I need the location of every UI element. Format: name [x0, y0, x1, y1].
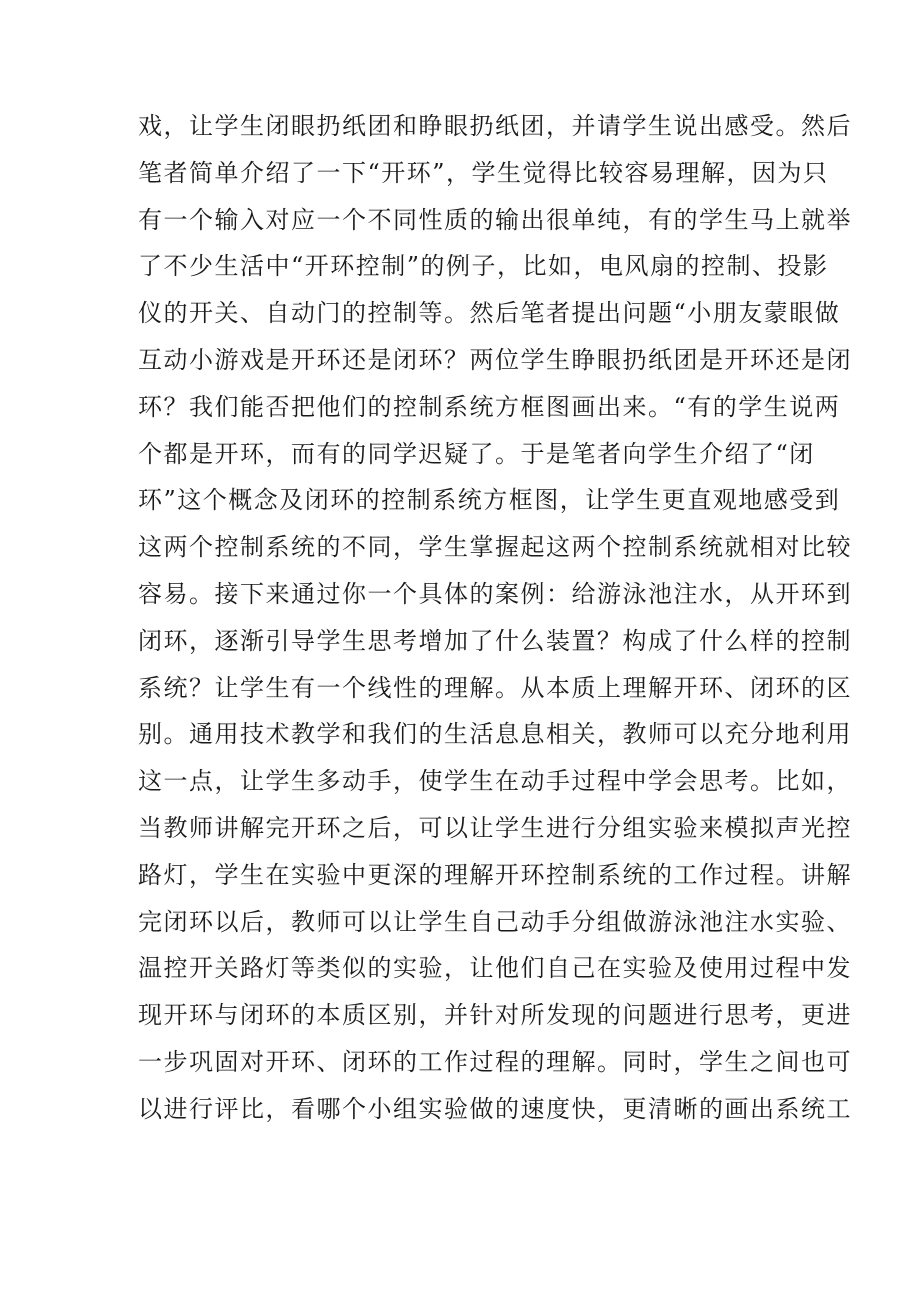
text-line-1: 戏，让学生闭眼扔纸团和睁眼扔纸团，并请学生说出感受。然后	[138, 112, 852, 140]
text-line-12: 闭环，逐渐引导学生思考增加了什么装置？构成了什么样的控制	[138, 626, 852, 655]
text-line-19: 温控开关路灯等类似的实验，让他们自己在实验及使用过程中发	[138, 954, 852, 983]
body-paragraph	[138, 103, 852, 1133]
text-line-10: 这两个控制系统的不同，学生掌握起这两个控制系统就相对比较	[138, 533, 852, 562]
text-line-17: 路灯，学生在实验中更深的理解开环控制系统的工作过程。讲解	[138, 860, 852, 889]
text-line-20: 现开环与闭环的本质区别，并针对所发现的问题进行思考，更进	[138, 1001, 852, 1030]
text-line-7: 环？我们能否把他们的控制系统方框图画出来。“有的学生说两	[138, 392, 841, 421]
text-line-5: 仪的开关、自动门的控制等。然后笔者提出问题“小朋友蒙眼做	[138, 299, 841, 328]
text-line-4: 了不少生活中“开环控制”的例子，比如，电风扇的控制、投影	[138, 252, 829, 281]
text-line-8: 个都是开环，而有的同学迟疑了。于是笔者向学生介绍了“闭	[138, 439, 815, 468]
text-line-15: 这一点，让学生多动手，使学生在动手过程中学会思考。比如，	[138, 767, 852, 796]
text-line-16: 当教师讲解完开环之后，可以让学生进行分组实验来模拟声光控	[138, 813, 852, 842]
text-line-6: 互动小游戏是开环还是闭环？两位学生睁眼扔纸团是开环还是闭	[138, 345, 852, 374]
text-line-14: 别。通用技术教学和我们的生活息息相关，教师可以充分地利用	[138, 720, 852, 749]
text-line-2: 笔者简单介绍了一下“开环”，学生觉得比较容易理解，因为只	[138, 158, 829, 187]
text-line-3: 有一个输入对应一个不同性质的输出很单纯，有的学生马上就举	[138, 205, 852, 234]
text-line-11: 容易。接下来通过你一个具体的案例：给游泳池注水，从开环到	[138, 579, 852, 608]
text-line-9: 环”这个概念及闭环的控制系统方框图，让学生更直观地感受到	[138, 486, 841, 515]
text-line-13: 系统？让学生有一个线性的理解。从本质上理解开环、闭环的区	[138, 673, 852, 702]
text-line-22: 以进行评比，看哪个小组实验做的速度快，更清晰的画出系统工	[138, 1094, 852, 1123]
text-line-21: 一步巩固对开环、闭环的工作过程的理解。同时，学生之间也可	[138, 1047, 852, 1076]
text-line-18: 完闭环以后，教师可以让学生自己动手分组做游泳池注水实验、	[138, 907, 852, 936]
